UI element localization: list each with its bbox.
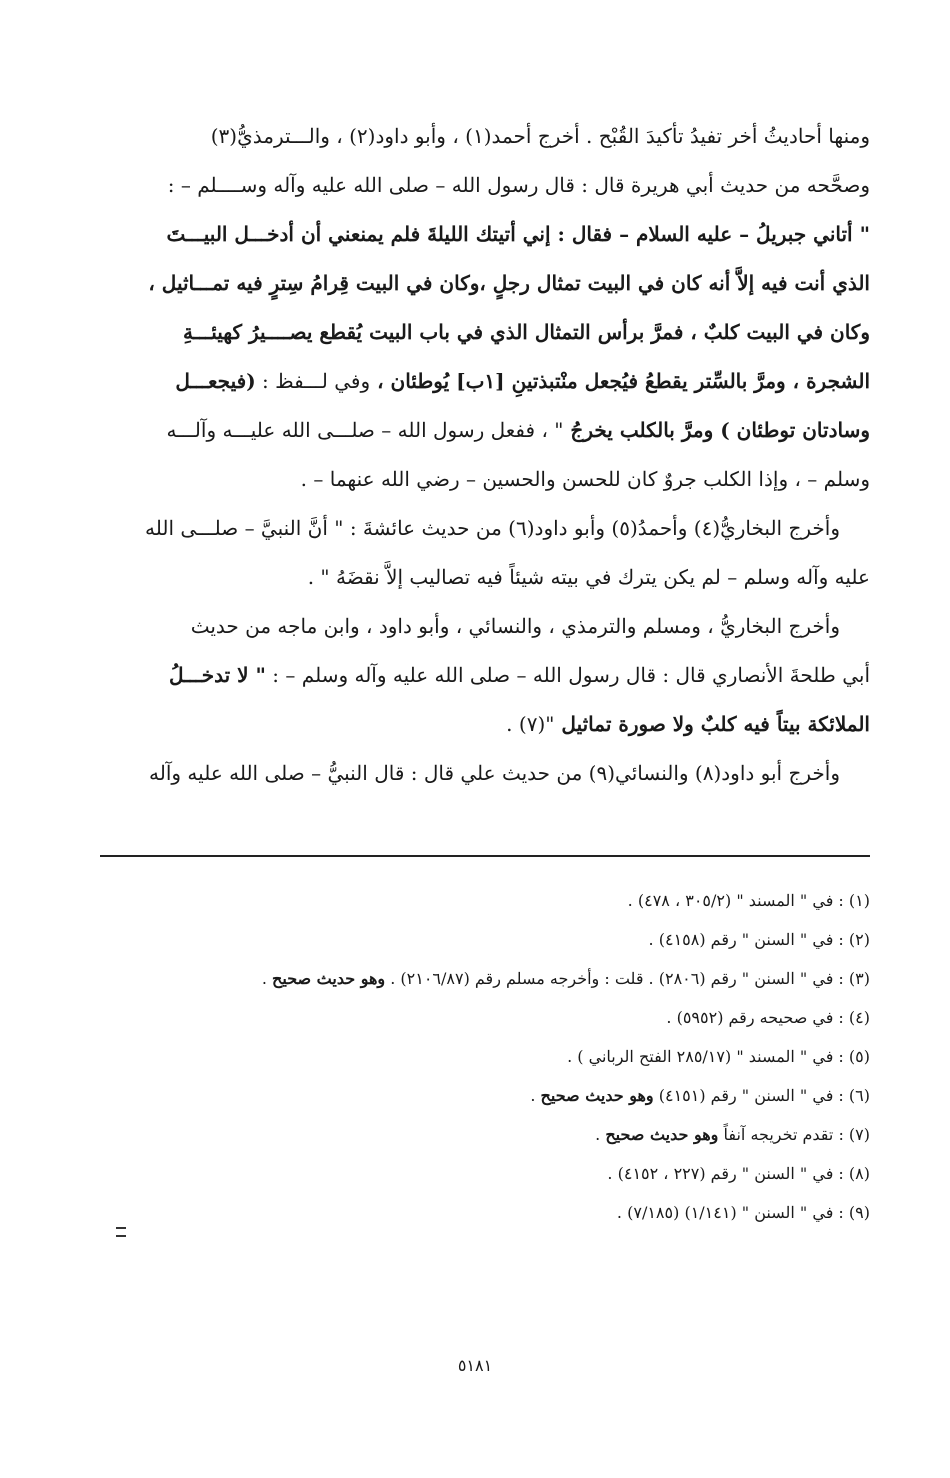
footnote-7-segment: . [595, 1125, 606, 1144]
text-line-5 [100, 308, 870, 357]
footnote-1 [100, 881, 870, 920]
footnote-4 [100, 998, 870, 1037]
footnote-2-segment: (٢) : في " السنن " رقم (٤١٥٨) . [648, 930, 870, 949]
text-line-10-segment: عليه وآله وسلم – لم يكن يترك في بيته شيئاً فيه تصاليب إلاَّ نقضَهُ " . [307, 565, 870, 589]
text-line-13-segment: "(٧) . [506, 712, 555, 736]
text-line-11 [100, 602, 870, 651]
footnote-separator [100, 855, 870, 857]
footnote-1-segment: (١) : في " المسند " (٣٠٥/٢ ، ٤٧٨) . [627, 891, 870, 910]
text-line-14 [100, 749, 870, 798]
text-line-6 [100, 357, 870, 406]
text-line-6-segment: الشجرة ، ومرَّ بالسِّتر يقطعُ فيُجعل منْتبذتينِ [١ب] يُوطئان ، [370, 369, 870, 393]
text-line-3-segment: " أتاني جبريلُ – عليه السلام – فقال : إني أتيتك الليلةَ فلم يمنعني أن أدخـــل البيـــتَ [166, 222, 870, 246]
footnotes [100, 881, 870, 1232]
text-line-5-segment: وكان في البيت كلبٌ ، فمرَّ برأس التمثال الذي في باب البيت يُقطع يصــــيرُ كهيئـــةِ [182, 320, 870, 344]
footnote-7-segment: (٧) : تقدم تخريجه آنفاً [718, 1125, 870, 1144]
text-line-2-segment: وصحَّحه من حديث أبي هريرة قال : قال رسول الله – صلى الله عليه وآله وســــلم – : [167, 173, 870, 197]
text-line-3 [100, 210, 870, 259]
text-line-7-segment: وسادتان توطئان ) ومرَّ بالكلب يخرجُ [563, 418, 870, 442]
footnote-3-segment: (٣) : في " السنن " رقم (٢٨٠٦) . قلت : وأخرجه مسلم رقم (٢١٠٦/٨٧) . [385, 969, 870, 988]
text-line-7-segment: " ، ففعل رسول الله – صلـــى الله عليـــه وآلـــه [166, 418, 564, 442]
footnote-5 [100, 1037, 870, 1076]
footnote-3-segment: وهو حديث صحيح [272, 969, 386, 988]
text-line-4 [100, 259, 870, 308]
text-line-2 [100, 161, 870, 210]
footnote-6-segment: (٦) : في " السنن " رقم (٤١٥١) [653, 1086, 870, 1105]
text-line-10 [100, 553, 870, 602]
text-line-6-segment: وفي لـــفظ : [255, 369, 371, 393]
footnote-2 [100, 920, 870, 959]
main-text [100, 112, 870, 798]
margin-mark [116, 1227, 126, 1237]
text-line-8-segment: وسلم – ، وإذا الكلب جروٌ كان للحسن والحسين – رضي الله عنهما – . [300, 467, 870, 491]
page-number: ٥١٨١ [457, 1356, 493, 1375]
text-line-9 [100, 504, 870, 553]
footnote-9 [100, 1193, 870, 1232]
text-line-11-segment: وأخرج البخاريُّ ، ومسلم والترمذي ، والنسائي ، وأبو داود ، وابن ماجه من حديث [190, 614, 840, 638]
text-line-13-segment: الملائكة بيتاً فيه كلبٌ ولا صورة تماثيل [554, 712, 870, 736]
footnote-3-segment: . [261, 969, 273, 988]
text-line-1-segment: ومنها أحاديثُ أخر تفيدُ تأكيدَ القُبْح . أخرج أحمد(١) ، وأبو داود(٢) ، والـــترمذيُّ(٣) [210, 124, 870, 148]
text-line-12-segment: " لا تدخـــلُ [169, 663, 266, 687]
text-line-9-segment: وأخرج البخاريُّ(٤) وأحمدُ(٥) وأبو داود(٦) من حديث عائشةَ : " أنَّ النبيَّ – صلـــى الله [145, 516, 840, 540]
footnote-6-segment: وهو حديث صحيح [540, 1086, 654, 1105]
text-line-4-segment: الذي أنت فيه إلاَّ أنه كان في البيت تمثال رجلٍ ،وكان في البيت قِرامُ سِترٍ فيه تمـــاثيل ، [148, 271, 870, 295]
text-line-1 [100, 112, 870, 161]
footnote-5-segment: (٥) : في " المسند " (٢٨٥/١٧ الفتح الرباني ) . [567, 1047, 870, 1066]
text-line-13 [100, 700, 870, 749]
text-line-12-segment: أبي طلحةَ الأنصاري قال : قال رسول الله – صلى الله عليه وآله وسلم – : [265, 663, 870, 687]
footnote-6 [100, 1076, 870, 1115]
footnote-9-segment: (٩) : في " السنن " (١/١٤١) (٧/١٨٥) . [616, 1203, 870, 1222]
text-line-8 [100, 455, 870, 504]
footnote-4-segment: (٤) : في صحيحه رقم (٥٩٥٢) . [666, 1008, 870, 1027]
footnote-6-segment: . [530, 1086, 541, 1105]
text-line-7 [100, 406, 870, 455]
text-line-14-segment: وأخرج أبو داود(٨) والنسائي(٩) من حديث علي قال : قال النبيُّ – صلى الله عليه وآله [149, 761, 840, 785]
text-line-6-segment: (فيجعـــل [175, 369, 256, 393]
footnote-7-segment: وهو حديث صحيح [605, 1125, 719, 1144]
text-line-12 [100, 651, 870, 700]
footnote-7 [100, 1115, 870, 1154]
footnote-8 [100, 1154, 870, 1193]
footnote-8-segment: (٨) : في " السنن " رقم (٢٢٧ ، ٤١٥٢) . [607, 1164, 870, 1183]
footnote-3 [100, 959, 870, 998]
